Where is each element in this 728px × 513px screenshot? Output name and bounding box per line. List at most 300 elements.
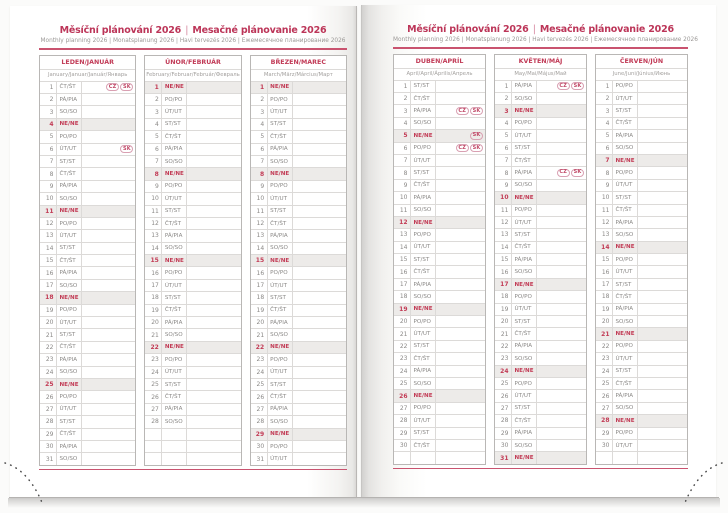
weekday-label: ÚT/UT — [613, 180, 638, 191]
day-number: 23 — [394, 353, 411, 364]
day-number: 11 — [596, 205, 613, 216]
day-row — [251, 217, 346, 229]
weekday-label: PÁ/PIA — [411, 105, 436, 116]
weekday-label: ST/ST — [162, 119, 187, 130]
notes-cell — [436, 279, 485, 290]
day-row — [251, 428, 346, 440]
notes-cell — [82, 404, 135, 415]
day-row — [251, 155, 346, 167]
weekday-label: SO/SO — [57, 280, 82, 291]
holiday-badge-cz: CZ — [557, 169, 570, 177]
day-number: 6 — [145, 144, 162, 155]
weekday-label: NE/NE — [512, 452, 537, 463]
day-row — [596, 129, 687, 141]
day-row — [495, 303, 586, 315]
weekday-label: SO/SO — [613, 143, 638, 154]
day-number: 13 — [145, 230, 162, 241]
day-number: 15 — [251, 255, 268, 266]
notes-cell — [187, 280, 240, 291]
day-number: 8 — [495, 167, 512, 178]
weekday-label: NE/NE — [162, 168, 187, 179]
month-table-kveten-maj — [494, 54, 587, 465]
notes-cell — [537, 217, 586, 228]
weekday-label: PO/PO — [411, 316, 436, 327]
day-row — [145, 130, 240, 142]
day-row — [251, 390, 346, 402]
day-number: 1 — [394, 81, 411, 92]
notes-cell — [436, 378, 485, 389]
day-row — [596, 389, 687, 401]
notes-cell — [537, 229, 586, 240]
weekday-label: ST/ST — [162, 292, 187, 303]
day-number: 8 — [145, 168, 162, 179]
notes-cell — [187, 144, 240, 155]
day-row — [40, 143, 135, 155]
day-row — [251, 254, 346, 266]
day-number: 16 — [596, 266, 613, 277]
day-row — [495, 166, 586, 178]
day-row — [251, 192, 346, 204]
weekday-label: PO/PO — [268, 94, 293, 105]
weekday-label: NE/NE — [268, 255, 293, 266]
day-row — [394, 179, 485, 191]
month-title: KVĚTEN/MÁJ — [495, 55, 586, 69]
day-number: 27 — [40, 404, 57, 415]
day-number: 2 — [394, 93, 411, 104]
weekday-label: ČT/ŠT — [162, 391, 187, 402]
notes-cell — [187, 255, 240, 266]
day-row — [495, 315, 586, 327]
day-number: 15 — [394, 254, 411, 265]
notes-cell — [537, 316, 586, 327]
day-row — [145, 254, 240, 266]
weekday-label: ČT/ŠT — [268, 305, 293, 316]
weekday-label: SO/SO — [512, 440, 537, 451]
weekday-label: ST/ST — [512, 229, 537, 240]
day-number: 15 — [40, 255, 57, 266]
day-row — [251, 81, 346, 93]
notes-cell — [638, 415, 687, 426]
weekday-label: PO/PO — [57, 391, 82, 402]
weekday-label: NE/NE — [613, 415, 638, 426]
day-number: 18 — [394, 291, 411, 302]
notes-cell — [82, 119, 135, 130]
day-row — [394, 278, 485, 290]
day-row — [596, 92, 687, 104]
notes-cell — [187, 416, 240, 427]
day-number: 30 — [251, 441, 268, 452]
holiday-badge-cz: CZ — [456, 107, 469, 115]
notes-cell — [537, 341, 586, 352]
day-row — [251, 415, 346, 427]
weekday-label: PÁ/PIA — [512, 254, 537, 265]
day-number: 28 — [596, 415, 613, 426]
weekday-label: ÚT/UT — [162, 106, 187, 117]
weekday-label: ÚT/UT — [268, 106, 293, 117]
weekday-label: PO/PO — [268, 354, 293, 365]
holiday-badge-sk: SK — [120, 83, 133, 91]
day-row — [495, 340, 586, 352]
weekday-label: PO/PO — [613, 428, 638, 439]
weekday-label: PO/PO — [613, 81, 638, 92]
notes-cell — [638, 242, 687, 253]
weekday-label: NE/NE — [162, 342, 187, 353]
notes-cell — [82, 144, 135, 155]
day-row — [251, 328, 346, 340]
notes-cell — [436, 118, 485, 129]
day-number: 12 — [394, 217, 411, 228]
day-row — [596, 179, 687, 191]
weekday-label: ÚT/UT — [268, 367, 293, 378]
notes-cell — [187, 367, 240, 378]
day-number: 21 — [394, 328, 411, 339]
notes-cell — [436, 93, 485, 104]
page-title — [393, 24, 688, 35]
notes-cell — [293, 453, 346, 464]
notes-cell — [436, 415, 485, 426]
notes-cell — [82, 243, 135, 254]
day-number: 10 — [145, 193, 162, 204]
notes-cell — [638, 105, 687, 116]
month-languages: June/Juni/Június/Июнь — [612, 71, 671, 78]
weekday-label: SO/SO — [613, 403, 638, 414]
notes-cell — [293, 267, 346, 278]
day-row — [596, 253, 687, 265]
day-row — [495, 92, 586, 104]
notes-cell — [187, 267, 240, 278]
title-separator: | — [532, 24, 536, 35]
day-row — [145, 452, 240, 464]
notes-cell — [638, 143, 687, 154]
weekday-label: ČT/ŠT — [512, 328, 537, 339]
day-row — [394, 80, 485, 92]
day-row — [251, 452, 346, 464]
day-row — [394, 303, 485, 315]
weekday-label: PO/PO — [613, 167, 638, 178]
holiday-badge-sk: SK — [470, 107, 483, 115]
day-row — [145, 304, 240, 316]
day-row — [495, 290, 586, 302]
weekday-label: NE/NE — [268, 429, 293, 440]
day-number: 29 — [596, 428, 613, 439]
notes-cell — [638, 316, 687, 327]
day-number: 20 — [394, 316, 411, 327]
day-row — [251, 229, 346, 241]
notes-cell — [293, 206, 346, 217]
weekday-label: ST/ST — [411, 254, 436, 265]
day-number: 23 — [596, 353, 613, 364]
day-row — [495, 352, 586, 364]
notes-cell — [82, 94, 135, 105]
day-row — [596, 290, 687, 302]
weekday-label: ÚT/UT — [512, 130, 537, 141]
day-row — [596, 104, 687, 116]
weekday-label: ÚT/UT — [512, 390, 537, 401]
day-number: 14 — [394, 242, 411, 253]
weekday-label: ČT/ŠT — [411, 440, 436, 451]
weekday-label: ST/ST — [268, 206, 293, 217]
notes-cell — [638, 254, 687, 265]
day-row — [40, 328, 135, 340]
day-row — [40, 378, 135, 390]
day-number: 19 — [40, 305, 57, 316]
day-row — [40, 353, 135, 365]
day-number: 19 — [596, 304, 613, 315]
day-number: 6 — [495, 143, 512, 154]
day-number: 28 — [495, 415, 512, 426]
weekday-label: ST/ST — [613, 192, 638, 203]
notes-cell — [638, 229, 687, 240]
notes-cell — [187, 94, 240, 105]
day-number: 9 — [495, 180, 512, 191]
notes-cell — [537, 353, 586, 364]
day-row — [394, 166, 485, 178]
notes-cell — [82, 230, 135, 241]
weekday-label: NE/NE — [512, 279, 537, 290]
weekday-label: PO/PO — [268, 181, 293, 192]
day-row — [394, 104, 485, 116]
weekday-label: ČT/ŠT — [411, 180, 436, 191]
weekday-label: NE/NE — [162, 255, 187, 266]
day-row — [394, 290, 485, 302]
weekday-label: ÚT/UT — [411, 328, 436, 339]
weekday-label: PO/PO — [57, 218, 82, 229]
day-row — [394, 352, 485, 364]
day-number: 17 — [394, 279, 411, 290]
day-row — [495, 241, 586, 253]
day-row — [145, 167, 240, 179]
day-number: 6 — [251, 144, 268, 155]
notes-cell — [82, 82, 135, 93]
notes-cell — [82, 329, 135, 340]
notes-cell — [293, 367, 346, 378]
day-row — [145, 93, 240, 105]
notes-cell — [293, 379, 346, 390]
notes-cell — [436, 229, 485, 240]
notes-cell — [187, 193, 240, 204]
notes-cell — [293, 119, 346, 130]
day-row — [394, 365, 485, 377]
notes-cell — [537, 304, 586, 315]
day-number: 19 — [394, 304, 411, 315]
weekday-label: ST/ST — [57, 329, 82, 340]
holiday-badge-sk: SK — [120, 145, 133, 153]
weekday-label: ST/ST — [57, 243, 82, 254]
notes-cell — [82, 367, 135, 378]
weekday-label: PO/PO — [512, 291, 537, 302]
day-row — [251, 304, 346, 316]
holiday-badge-sk: SK — [571, 169, 584, 177]
day-row — [251, 205, 346, 217]
notes-cell — [537, 242, 586, 253]
weekday-label: SO/SO — [57, 193, 82, 204]
notes-cell — [187, 218, 240, 229]
weekday-label: ST/ST — [268, 119, 293, 130]
notes-cell — [187, 119, 240, 130]
weekday-label: PÁ/PIA — [268, 404, 293, 415]
notes-cell — [293, 243, 346, 254]
weekday-label: NE/NE — [268, 342, 293, 353]
notes-cell — [537, 403, 586, 414]
day-number: 22 — [251, 342, 268, 353]
notes-cell — [638, 328, 687, 339]
notes-cell — [293, 255, 346, 266]
day-row — [40, 192, 135, 204]
weekday-label: PÁ/PIA — [268, 317, 293, 328]
day-row — [145, 291, 240, 303]
day-row — [40, 93, 135, 105]
notes-cell — [293, 230, 346, 241]
day-row — [40, 304, 135, 316]
day-number: 10 — [596, 192, 613, 203]
day-number: 5 — [495, 130, 512, 141]
day-row — [596, 327, 687, 339]
weekday-label: PO/PO — [613, 341, 638, 352]
day-number: 13 — [596, 229, 613, 240]
corner-perforation-marks-right — [678, 455, 724, 507]
weekday-label: PÁ/PIA — [512, 167, 537, 178]
day-number: 7 — [495, 155, 512, 166]
title-czech: Měsíční plánování 2026 — [407, 24, 529, 35]
month-rows — [145, 81, 240, 465]
weekday-label: PÁ/PIA — [613, 390, 638, 401]
weekday-label: ÚT/UT — [512, 217, 537, 228]
notes-cell — [638, 378, 687, 389]
day-number: 20 — [40, 317, 57, 328]
day-row — [40, 341, 135, 353]
month-rows — [40, 81, 135, 465]
day-row — [145, 192, 240, 204]
notes-cell — [82, 429, 135, 440]
weekday-label: ČT/ŠT — [162, 218, 187, 229]
day-number: 10 — [40, 193, 57, 204]
day-number: 25 — [251, 379, 268, 390]
weekday-label: ÚT/UT — [162, 280, 187, 291]
weekday-label: PO/PO — [162, 181, 187, 192]
day-row — [495, 179, 586, 191]
day-row — [40, 440, 135, 452]
notes-cell — [436, 242, 485, 253]
day-number: 28 — [251, 416, 268, 427]
day-number: 17 — [596, 279, 613, 290]
notes-cell — [436, 254, 485, 265]
weekday-label: PÁ/PIA — [268, 230, 293, 241]
weekday-label: SO/SO — [512, 93, 537, 104]
weekday-label: SO/SO — [512, 353, 537, 364]
day-row — [40, 254, 135, 266]
notes-cell — [638, 167, 687, 178]
weekday-label: PÁ/PIA — [411, 192, 436, 203]
day-row — [251, 105, 346, 117]
day-number: 27 — [596, 403, 613, 414]
notes-cell — [82, 379, 135, 390]
day-row — [251, 130, 346, 142]
day-row — [145, 428, 240, 440]
weekday-label: ČT/ŠT — [512, 415, 537, 426]
notes-cell — [436, 167, 485, 178]
day-number: 29 — [394, 428, 411, 439]
day-row — [251, 279, 346, 291]
weekday-label: NE/NE — [613, 155, 638, 166]
weekday-label: ÚT/UT — [162, 193, 187, 204]
notes-cell — [82, 280, 135, 291]
weekday-label: ST/ST — [613, 366, 638, 377]
day-row — [495, 117, 586, 129]
day-row — [596, 414, 687, 426]
day-row — [40, 118, 135, 130]
day-number: 1 — [251, 82, 268, 93]
notes-cell — [537, 93, 586, 104]
weekday-label: SO/SO — [268, 243, 293, 254]
day-number: 26 — [40, 391, 57, 402]
notes-cell — [82, 156, 135, 167]
day-row — [145, 353, 240, 365]
notes-cell — [293, 292, 346, 303]
day-row — [145, 279, 240, 291]
notes-cell — [638, 192, 687, 203]
notes-cell — [537, 452, 586, 463]
day-row — [145, 378, 240, 390]
notes-cell — [82, 292, 135, 303]
day-row — [40, 81, 135, 93]
day-row — [251, 316, 346, 328]
day-row — [145, 242, 240, 254]
day-number: 26 — [251, 391, 268, 402]
day-number: 13 — [40, 230, 57, 241]
notes-cell — [82, 342, 135, 353]
day-number: 6 — [596, 143, 613, 154]
day-row — [495, 451, 586, 463]
notes-cell — [187, 305, 240, 316]
weekday-label: ST/ST — [512, 316, 537, 327]
notes-cell — [537, 378, 586, 389]
day-number: 24 — [145, 367, 162, 378]
notes-cell — [187, 131, 240, 142]
day-number — [596, 452, 613, 463]
weekday-label: NE/NE — [613, 328, 638, 339]
notes-cell — [436, 341, 485, 352]
weekday-label: ČT/ŠT — [268, 391, 293, 402]
weekday-label: ČT/ŠT — [162, 305, 187, 316]
day-row — [495, 377, 586, 389]
day-number — [145, 441, 162, 452]
month-rows — [394, 80, 485, 464]
weekday-label — [162, 441, 187, 452]
notes-cell — [293, 429, 346, 440]
weekday-label: PÁ/PIA — [512, 428, 537, 439]
day-number: 13 — [394, 229, 411, 240]
day-row — [40, 415, 135, 427]
day-row — [394, 216, 485, 228]
weekday-label: SO/SO — [411, 118, 436, 129]
notes-cell — [187, 329, 240, 340]
notes-cell — [537, 180, 586, 191]
notes-cell — [187, 441, 240, 452]
day-row — [394, 377, 485, 389]
day-number: 11 — [40, 206, 57, 217]
notes-cell — [638, 180, 687, 191]
notes-cell — [187, 230, 240, 241]
day-number: 19 — [145, 305, 162, 316]
notes-cell — [82, 131, 135, 142]
notes-cell — [436, 452, 485, 463]
day-row — [251, 266, 346, 278]
day-row — [40, 279, 135, 291]
weekday-label: ÚT/UT — [613, 353, 638, 364]
notes-cell — [537, 130, 586, 141]
day-row — [394, 117, 485, 129]
day-row — [495, 278, 586, 290]
